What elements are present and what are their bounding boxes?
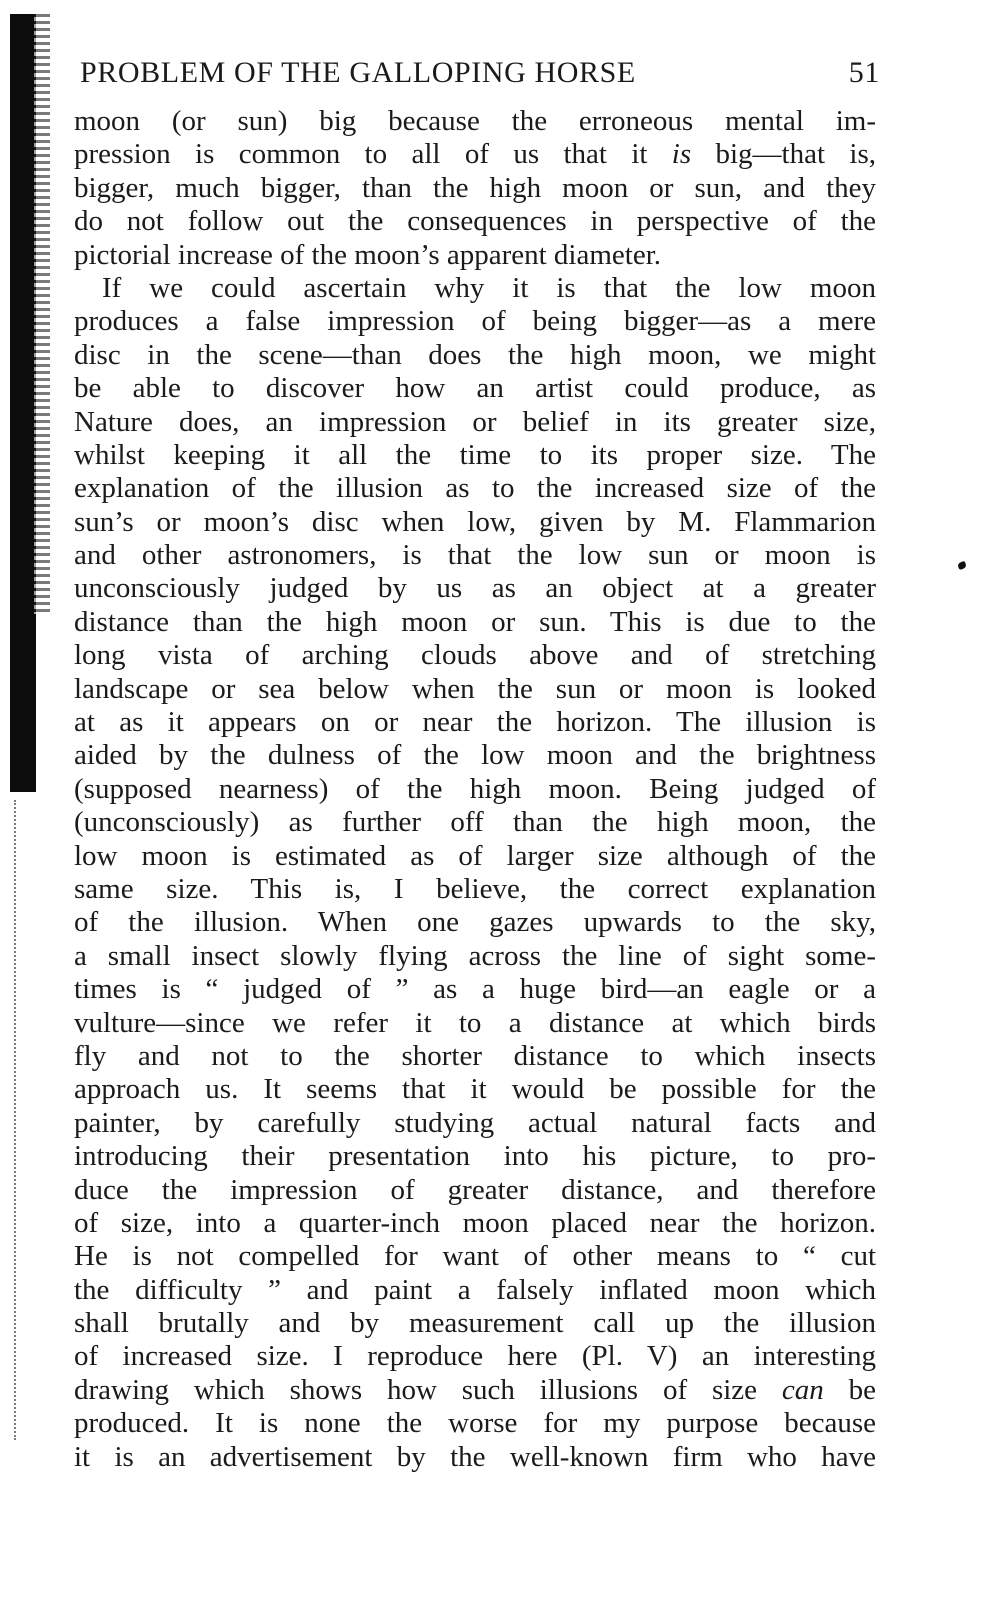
text-line: it is an advertisement by the well-known firm who have <box>74 1440 876 1473</box>
body-paragraphs <box>74 105 876 1474</box>
page-header <box>80 56 880 100</box>
text-line: Nature does, an impression or belief in its greater size, <box>74 405 876 438</box>
text-line: (unconsciously) as further off than the high moon, the <box>74 806 876 839</box>
binding-shadow-fringe <box>34 14 50 614</box>
text-line: shall brutally and by measurement call up the illusion <box>74 1307 876 1340</box>
text-line: do not follow out the consequences in perspective of the <box>74 205 876 238</box>
italic-emphasis: can <box>781 1373 824 1406</box>
text-line: of size, into a quarter-inch moon placed near the horizon. <box>74 1206 876 1239</box>
text-line: long vista of arching clouds above and of stretching <box>74 639 876 672</box>
text-line: bigger, much bigger, than the high moon or sun, and they <box>74 171 876 204</box>
text-line: If we could ascertain why it is that the low moon <box>102 271 876 304</box>
text-line: painter, by carefully studying actual natural facts and <box>74 1106 876 1139</box>
text-line: introducing their presentation into his picture, to pro- <box>74 1140 876 1173</box>
text-line: of increased size. I reproduce here (Pl. V) an interesting <box>74 1340 876 1373</box>
text-line: of the illusion. When one gazes upwards to the sky, <box>74 906 876 939</box>
ink-blot <box>957 561 967 570</box>
text-line: times is “ judged of ” as a huge bird—an eagle or a <box>74 973 876 1006</box>
text-line: a small insect slowly flying across the line of sight some- <box>74 939 876 972</box>
text-line: at as it appears on or near the horizon. The illusion is <box>74 706 876 739</box>
text-segment: big—that is, <box>691 138 876 171</box>
text-segment: be <box>823 1373 877 1406</box>
text-line: whilst keeping it all the time to its proper size. The <box>74 438 876 471</box>
page-number: 51 <box>848 56 880 89</box>
text-line: explanation of the illusion as to the increased size of the <box>74 472 876 505</box>
binding-shadow <box>10 14 36 792</box>
text-line: the difficulty ” and paint a falsely inflated moon which <box>74 1273 876 1306</box>
text-line: pictorial increase of the moon’s apparent diameter. <box>74 238 662 271</box>
text-line <box>74 1374 876 1407</box>
text-segment: drawing which shows how such illusions of size <box>74 1373 782 1406</box>
text-line: low moon is estimated as of larger size although of the <box>74 839 876 872</box>
text-line: He is not compelled for want of other means to “ cut <box>74 1240 876 1273</box>
text-line: disc in the scene—than does the high moon, we might <box>74 338 876 371</box>
text-line: aided by the dulness of the low moon and the brightness <box>74 739 876 772</box>
text-line: be able to discover how an artist could produce, as <box>74 372 876 405</box>
text-line: duce the impression of greater distance, and therefore <box>74 1173 876 1206</box>
text-line: produces a false impression of being bigger—as a mere <box>74 305 876 338</box>
text-line: and other astronomers, is that the low sun or moon is <box>74 539 876 572</box>
text-line: landscape or sea below when the sun or moon is looked <box>74 672 876 705</box>
text-line: sun’s or moon’s disc when low, given by M. Flammarion <box>74 505 876 538</box>
text-line: approach us. It seems that it would be possible for the <box>74 1073 876 1106</box>
text-line: moon (or sun) big because the erroneous mental im- <box>74 105 876 137</box>
text-line: vulture—since we refer it to a distance at which birds <box>74 1006 876 1039</box>
running-head: PROBLEM OF THE GALLOPING HORSE <box>80 56 636 89</box>
text-line: unconsciously judged by us as an object at a greater <box>74 572 876 605</box>
italic-emphasis: is <box>671 138 692 171</box>
text-line: distance than the high moon or sun. This is due to the <box>74 605 876 638</box>
text-line: (supposed nearness) of the high moon. Being judged of <box>74 772 876 805</box>
text-line: same size. This is, I believe, the correct explanation <box>74 872 876 905</box>
margin-speckle <box>14 800 20 1440</box>
text-line: produced. It is none the worse for my purpose because <box>74 1407 876 1440</box>
text-line <box>74 138 876 171</box>
text-line: fly and not to the shorter distance to which insects <box>74 1039 876 1072</box>
text-segment: pression is common to all of us that it <box>74 138 672 171</box>
